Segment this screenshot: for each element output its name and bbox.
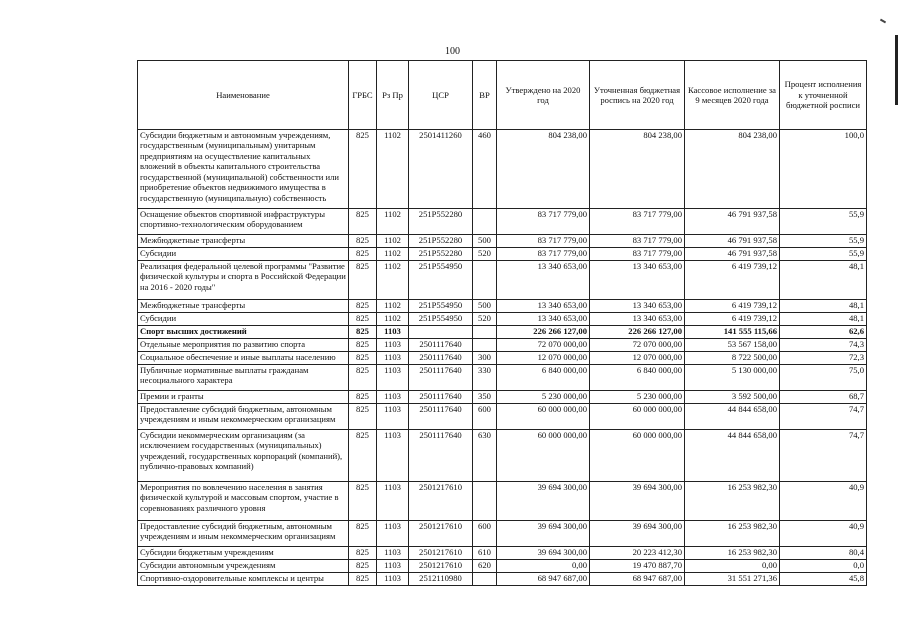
- row-approved-cell: 13 340 653,00: [497, 261, 590, 300]
- row-refined-cell: 60 000 000,00: [590, 404, 685, 430]
- row-cash-cell: 16 253 982,30: [685, 521, 780, 547]
- row-grbs-cell: 825: [349, 482, 377, 521]
- row-cash-cell: 46 791 937,58: [685, 209, 780, 235]
- table-row: [138, 404, 867, 430]
- budget-table: [137, 60, 867, 586]
- row-approved-cell: 72 070 000,00: [497, 339, 590, 352]
- row-name-cell: Оснащение объектов спортивной инфраструктуры спортивно-технологическим оборудованием: [138, 209, 349, 235]
- row-approved-cell: 39 694 300,00: [497, 547, 590, 560]
- row-name-cell: Субсидии бюджетным и автономным учреждениям, государственным (муниципальным) унитарным предприятиям на осуществление капитальных вложений в объекты капитального строительства государственной (муниципальной) собственности или приобретение объектов недвижимого имущества в государственную (муниципальную) собственность: [138, 130, 349, 209]
- row-name-cell: Предоставление субсидий бюджетным, автономным учреждениям и иным некоммерческим организациям: [138, 404, 349, 430]
- row-percent-cell: 40,9: [780, 521, 867, 547]
- row-cash-cell: 44 844 658,00: [685, 404, 780, 430]
- row-cash-cell: 6 419 739,12: [685, 261, 780, 300]
- row-approved-cell: 68 947 687,00: [497, 573, 590, 586]
- row-approved-cell: 5 230 000,00: [497, 391, 590, 404]
- row-vr-cell: [473, 573, 497, 586]
- row-vr-cell: [473, 339, 497, 352]
- scan-corner-mark: [880, 19, 886, 24]
- table-row: [138, 352, 867, 365]
- row-cash-cell: 8 722 500,00: [685, 352, 780, 365]
- row-vr-cell: 600: [473, 404, 497, 430]
- row-csr-cell: 251P554950: [409, 261, 473, 300]
- row-grbs-cell: 825: [349, 430, 377, 482]
- row-cash-cell: 5 130 000,00: [685, 365, 780, 391]
- row-rzpr-cell: 1103: [377, 404, 409, 430]
- row-rzpr-cell: 1103: [377, 430, 409, 482]
- header-csr: ЦСР: [409, 61, 473, 130]
- table-row: [138, 313, 867, 326]
- header-percent: Процент исполнения к уточненной бюджетной росписи: [780, 61, 867, 130]
- row-csr-cell: 2501117640: [409, 339, 473, 352]
- table-row: [138, 365, 867, 391]
- row-rzpr-cell: 1103: [377, 365, 409, 391]
- row-percent-cell: 80,4: [780, 547, 867, 560]
- row-percent-cell: 40,9: [780, 482, 867, 521]
- row-refined-cell: 20 223 412,30: [590, 547, 685, 560]
- row-rzpr-cell: 1102: [377, 261, 409, 300]
- row-approved-cell: 13 340 653,00: [497, 300, 590, 313]
- row-rzpr-cell: 1102: [377, 313, 409, 326]
- table-row: [138, 261, 867, 300]
- row-vr-cell: 500: [473, 235, 497, 248]
- row-refined-cell: 12 070 000,00: [590, 352, 685, 365]
- table-row: [138, 130, 867, 209]
- row-percent-cell: 74,7: [780, 404, 867, 430]
- row-cash-cell: 53 567 158,00: [685, 339, 780, 352]
- row-approved-cell: 60 000 000,00: [497, 430, 590, 482]
- row-rzpr-cell: 1102: [377, 235, 409, 248]
- header-approved: Утверждено на 2020 год: [497, 61, 590, 130]
- row-approved-cell: 13 340 653,00: [497, 313, 590, 326]
- row-grbs-cell: 825: [349, 352, 377, 365]
- row-cash-cell: 6 419 739,12: [685, 313, 780, 326]
- row-vr-cell: 350: [473, 391, 497, 404]
- page-number: 100: [445, 46, 460, 57]
- row-name-cell: Межбюджетные трансферты: [138, 235, 349, 248]
- table-row: [138, 573, 867, 586]
- row-refined-cell: 39 694 300,00: [590, 521, 685, 547]
- row-name-cell: Социальное обеспечение и иные выплаты населению: [138, 352, 349, 365]
- row-name-cell: Предоставление субсидий бюджетным, автономным учреждениям и иным некоммерческим организациям: [138, 521, 349, 547]
- row-name-cell: Отдельные мероприятия по развитию спорта: [138, 339, 349, 352]
- row-refined-cell: 226 266 127,00: [590, 326, 685, 339]
- row-grbs-cell: 825: [349, 547, 377, 560]
- scan-edge-mark: [895, 35, 898, 105]
- row-percent-cell: 55,9: [780, 235, 867, 248]
- row-cash-cell: 31 551 271,36: [685, 573, 780, 586]
- row-refined-cell: 13 340 653,00: [590, 261, 685, 300]
- row-grbs-cell: 825: [349, 130, 377, 209]
- table-body: [138, 130, 867, 586]
- row-csr-cell: 2501117640: [409, 404, 473, 430]
- row-grbs-cell: 825: [349, 300, 377, 313]
- table-row: [138, 521, 867, 547]
- row-csr-cell: 2501117640: [409, 430, 473, 482]
- table-row: [138, 235, 867, 248]
- row-approved-cell: 0,00: [497, 560, 590, 573]
- row-name-cell: Спорт высших достижений: [138, 326, 349, 339]
- row-cash-cell: 0,00: [685, 560, 780, 573]
- row-refined-cell: 83 717 779,00: [590, 248, 685, 261]
- row-percent-cell: 100,0: [780, 130, 867, 209]
- row-grbs-cell: 825: [349, 391, 377, 404]
- row-vr-cell: 520: [473, 248, 497, 261]
- row-name-cell: Субсидии: [138, 313, 349, 326]
- row-cash-cell: 3 592 500,00: [685, 391, 780, 404]
- row-csr-cell: 2501217610: [409, 482, 473, 521]
- row-rzpr-cell: 1102: [377, 300, 409, 313]
- row-cash-cell: 16 253 982,30: [685, 482, 780, 521]
- row-rzpr-cell: 1103: [377, 482, 409, 521]
- row-approved-cell: 83 717 779,00: [497, 248, 590, 261]
- row-approved-cell: 39 694 300,00: [497, 482, 590, 521]
- row-cash-cell: 44 844 658,00: [685, 430, 780, 482]
- row-percent-cell: 62,6: [780, 326, 867, 339]
- row-csr-cell: 251P552280: [409, 209, 473, 235]
- row-percent-cell: 48,1: [780, 313, 867, 326]
- row-grbs-cell: 825: [349, 235, 377, 248]
- row-name-cell: Субсидии автономным учреждениям: [138, 560, 349, 573]
- row-refined-cell: 13 340 653,00: [590, 313, 685, 326]
- row-vr-cell: 460: [473, 130, 497, 209]
- row-csr-cell: 2501217610: [409, 560, 473, 573]
- row-grbs-cell: 825: [349, 326, 377, 339]
- row-grbs-cell: 825: [349, 339, 377, 352]
- row-approved-cell: 804 238,00: [497, 130, 590, 209]
- row-csr-cell: 2501411260: [409, 130, 473, 209]
- row-rzpr-cell: 1103: [377, 339, 409, 352]
- row-refined-cell: 5 230 000,00: [590, 391, 685, 404]
- row-percent-cell: 55,9: [780, 248, 867, 261]
- header-vr: ВР: [473, 61, 497, 130]
- row-name-cell: Премии и гранты: [138, 391, 349, 404]
- row-rzpr-cell: 1103: [377, 352, 409, 365]
- row-approved-cell: 83 717 779,00: [497, 235, 590, 248]
- header-rzpr: Рз Пр: [377, 61, 409, 130]
- row-grbs-cell: 825: [349, 521, 377, 547]
- row-rzpr-cell: 1103: [377, 391, 409, 404]
- row-percent-cell: 68,7: [780, 391, 867, 404]
- row-rzpr-cell: 1103: [377, 573, 409, 586]
- row-approved-cell: 60 000 000,00: [497, 404, 590, 430]
- row-csr-cell: 251P552280: [409, 248, 473, 261]
- row-rzpr-cell: 1102: [377, 209, 409, 235]
- row-percent-cell: 48,1: [780, 261, 867, 300]
- row-rzpr-cell: 1103: [377, 560, 409, 573]
- row-vr-cell: [473, 261, 497, 300]
- row-grbs-cell: 825: [349, 560, 377, 573]
- row-grbs-cell: 825: [349, 248, 377, 261]
- table-row: [138, 248, 867, 261]
- row-name-cell: Субсидии некоммерческим организациям (за исключением государственных (муниципальных) учреждений, государственных корпораций (компаний), публично-правовых компаний): [138, 430, 349, 482]
- row-refined-cell: 39 694 300,00: [590, 482, 685, 521]
- row-percent-cell: 75,0: [780, 365, 867, 391]
- row-csr-cell: 251P552280: [409, 235, 473, 248]
- row-cash-cell: 804 238,00: [685, 130, 780, 209]
- row-vr-cell: 620: [473, 560, 497, 573]
- row-grbs-cell: 825: [349, 313, 377, 326]
- row-vr-cell: 610: [473, 547, 497, 560]
- row-name-cell: Мероприятия по вовлечению населения в занятия физической культурой и массовым спортом, участие в соревнованиях различного уровня: [138, 482, 349, 521]
- row-percent-cell: 0,0: [780, 560, 867, 573]
- row-approved-cell: 226 266 127,00: [497, 326, 590, 339]
- row-vr-cell: [473, 482, 497, 521]
- row-name-cell: Публичные нормативные выплаты гражданам несоциального характера: [138, 365, 349, 391]
- table-row: [138, 560, 867, 573]
- header-cash: Кассовое исполнение за 9 месяцев 2020 года: [685, 61, 780, 130]
- row-refined-cell: 60 000 000,00: [590, 430, 685, 482]
- row-csr-cell: 251P554950: [409, 313, 473, 326]
- row-refined-cell: 83 717 779,00: [590, 209, 685, 235]
- row-refined-cell: 83 717 779,00: [590, 235, 685, 248]
- row-csr-cell: 2501217610: [409, 521, 473, 547]
- row-name-cell: Межбюджетные трансферты: [138, 300, 349, 313]
- row-vr-cell: 600: [473, 521, 497, 547]
- row-approved-cell: 6 840 000,00: [497, 365, 590, 391]
- row-cash-cell: 16 253 982,30: [685, 547, 780, 560]
- table-header-row: [138, 61, 867, 130]
- row-refined-cell: 804 238,00: [590, 130, 685, 209]
- row-cash-cell: 6 419 739,12: [685, 300, 780, 313]
- row-csr-cell: 2501117640: [409, 365, 473, 391]
- table-row: [138, 339, 867, 352]
- row-grbs-cell: 825: [349, 209, 377, 235]
- row-refined-cell: 19 470 887,70: [590, 560, 685, 573]
- header-grbs: ГРБС: [349, 61, 377, 130]
- row-cash-cell: 46 791 937,58: [685, 235, 780, 248]
- row-vr-cell: 500: [473, 300, 497, 313]
- table-row: [138, 300, 867, 313]
- row-percent-cell: 48,1: [780, 300, 867, 313]
- row-grbs-cell: 825: [349, 261, 377, 300]
- row-vr-cell: 520: [473, 313, 497, 326]
- row-percent-cell: 74,3: [780, 339, 867, 352]
- row-vr-cell: 630: [473, 430, 497, 482]
- table-row: [138, 209, 867, 235]
- row-percent-cell: 55,9: [780, 209, 867, 235]
- table-row: [138, 391, 867, 404]
- row-vr-cell: 300: [473, 352, 497, 365]
- row-csr-cell: 2501217610: [409, 547, 473, 560]
- row-refined-cell: 13 340 653,00: [590, 300, 685, 313]
- row-csr-cell: 2501117640: [409, 391, 473, 404]
- header-name: Наименование: [138, 61, 349, 130]
- row-csr-cell: [409, 326, 473, 339]
- row-cash-cell: 141 555 115,66: [685, 326, 780, 339]
- row-name-cell: Реализация федеральной целевой программы "Развитие физической культуры и спорта в Российской Федерации на 2016 - 2020 годы": [138, 261, 349, 300]
- row-csr-cell: 2501117640: [409, 352, 473, 365]
- table-row: [138, 547, 867, 560]
- row-percent-cell: 72,3: [780, 352, 867, 365]
- row-refined-cell: 68 947 687,00: [590, 573, 685, 586]
- header-refined: Уточненная бюджетная роспись на 2020 год: [590, 61, 685, 130]
- row-name-cell: Спортивно-оздоровительные комплексы и центры: [138, 573, 349, 586]
- row-rzpr-cell: 1103: [377, 547, 409, 560]
- row-rzpr-cell: 1103: [377, 326, 409, 339]
- row-csr-cell: 251P554950: [409, 300, 473, 313]
- row-rzpr-cell: 1103: [377, 521, 409, 547]
- row-percent-cell: 74,7: [780, 430, 867, 482]
- row-rzpr-cell: 1102: [377, 130, 409, 209]
- table-row: [138, 482, 867, 521]
- row-csr-cell: 2512110980: [409, 573, 473, 586]
- row-refined-cell: 72 070 000,00: [590, 339, 685, 352]
- row-vr-cell: [473, 209, 497, 235]
- row-approved-cell: 12 070 000,00: [497, 352, 590, 365]
- row-rzpr-cell: 1102: [377, 248, 409, 261]
- row-approved-cell: 39 694 300,00: [497, 521, 590, 547]
- row-grbs-cell: 825: [349, 404, 377, 430]
- row-approved-cell: 83 717 779,00: [497, 209, 590, 235]
- row-cash-cell: 46 791 937,58: [685, 248, 780, 261]
- row-percent-cell: 45,8: [780, 573, 867, 586]
- table-row: [138, 326, 867, 339]
- row-name-cell: Субсидии: [138, 248, 349, 261]
- row-vr-cell: 330: [473, 365, 497, 391]
- row-grbs-cell: 825: [349, 573, 377, 586]
- row-refined-cell: 6 840 000,00: [590, 365, 685, 391]
- row-vr-cell: [473, 326, 497, 339]
- row-grbs-cell: 825: [349, 365, 377, 391]
- row-name-cell: Субсидии бюджетным учреждениям: [138, 547, 349, 560]
- table-row: [138, 430, 867, 482]
